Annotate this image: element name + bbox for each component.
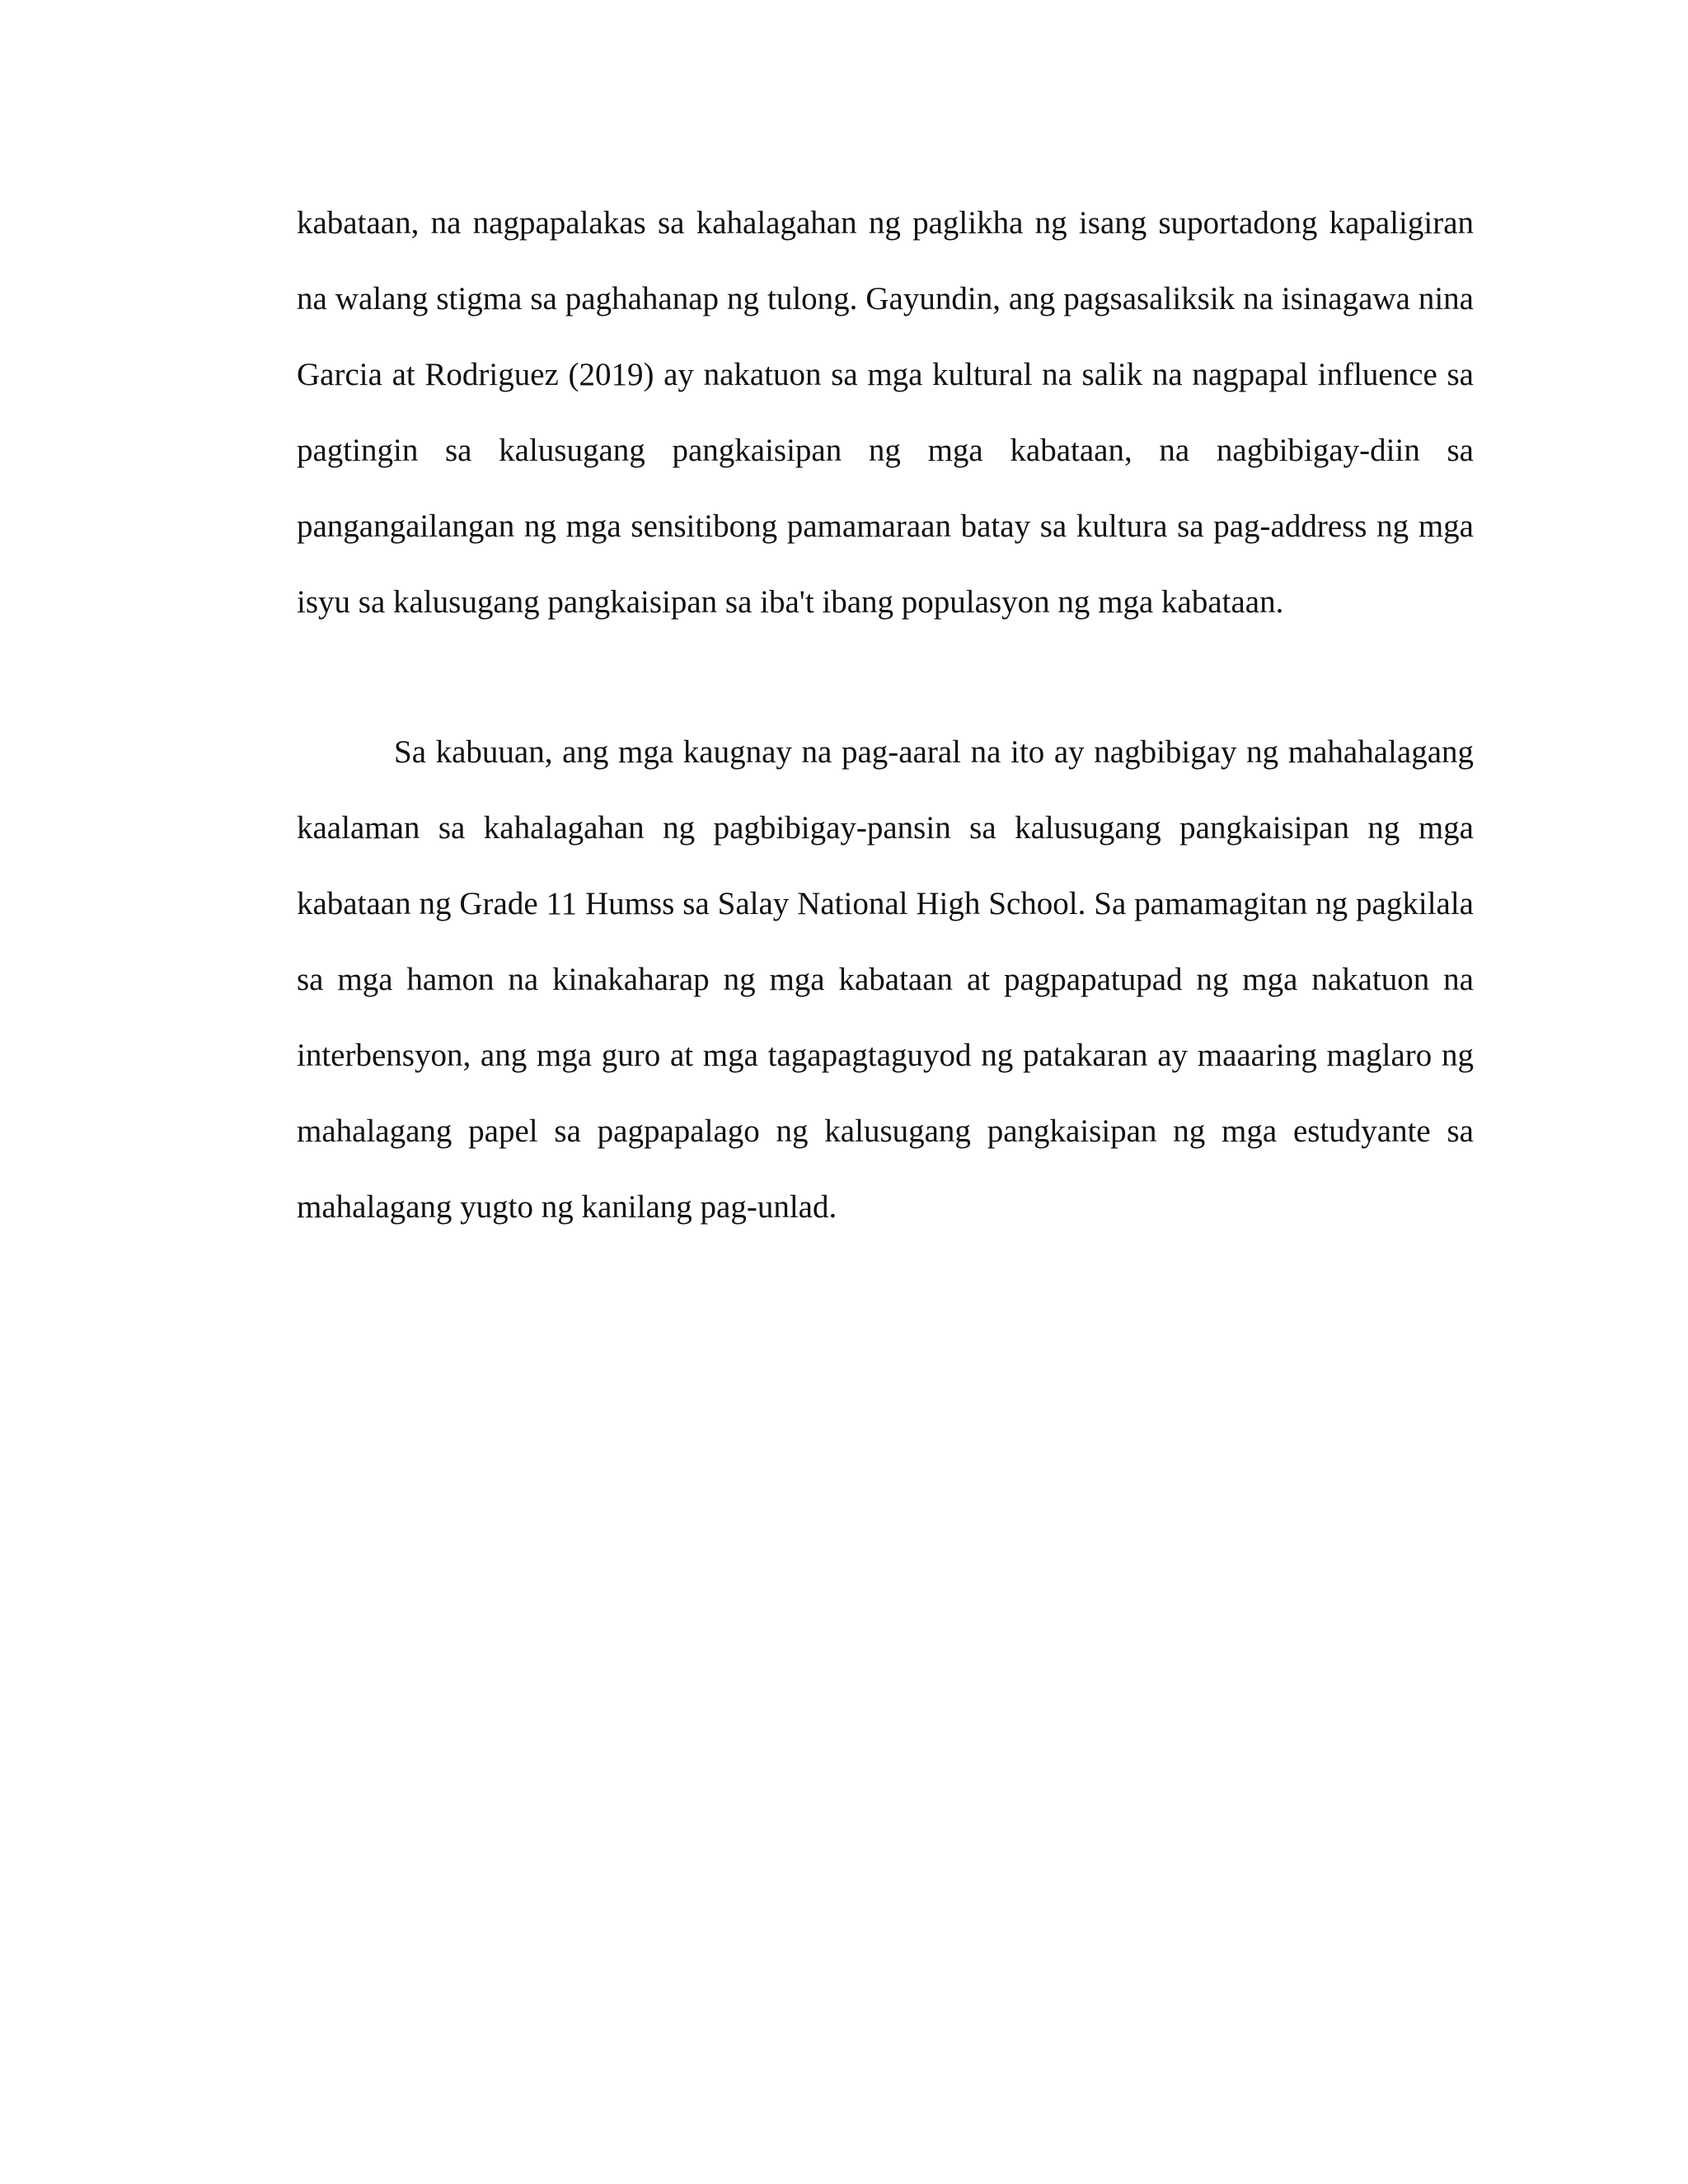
paragraph-summary: Sa kabuuan, ang mga kaugnay na pag-aaral na ito ay nagbibigay ng mahahalagang kaalaman sa kahalagahan ng pagbibigay-pansin sa kalusugang pangkaisipan ng mga kabataan ng Grade 11 Humss sa Salay National High School. Sa pamamagitan ng pagkilala sa mga hamon na kinakaharap ng mga kabataan at pagpapatupad ng mga nakatuon na interbensyon, ang mga guro at mga tagapagtaguyod ng patakaran ay maaaring maglaro ng mahalagang papel sa pagpapalago ng kalusugang pangkaisipan ng mga estudyante sa mahalagang yugto ng kanilang pag-unlad. <box>297 734 1474 1225</box>
paragraph-continuation: kabataan, na nagpapalakas sa kahalagahan ng paglikha ng isang suportadong kapaligiran na walang stigma sa paghahanap ng tulong. Gayundin, ang pagsasaliksik na isinagawa nina Garcia at Rodriguez (2019) ay nakatuon sa mga kultural na salik na nagpapal influence sa pagtingin sa kalusugang pangkaisipan ng mga kabataan, na nagbibigay-diin sa pangangailangan ng mga sensitibong pamamaraan batay sa kultura sa pag-address ng mga isyu sa kalusugang pangkaisipan sa iba't ibang populasyon ng mga kabataan. <box>297 205 1474 620</box>
document-body <box>297 185 1474 1245</box>
